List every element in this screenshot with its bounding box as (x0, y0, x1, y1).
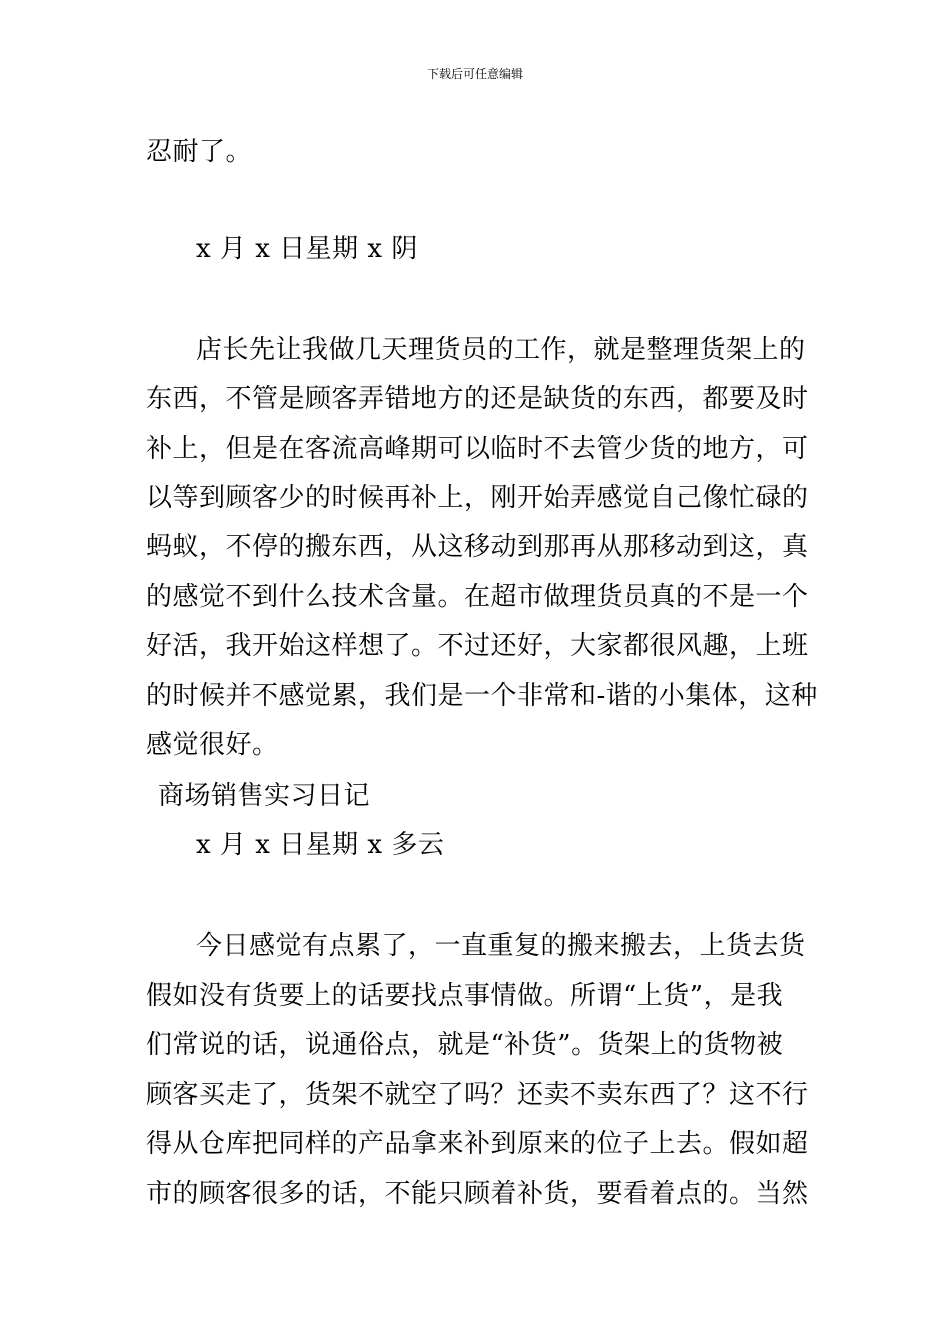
text-line: 补上，但是在客流高峰期可以临时不去管少货的地方，可 (146, 434, 809, 464)
text-line: 的感觉不到什么技术含量。在超市做理货员真的不是一个 (146, 582, 809, 612)
text-line: 好活，我开始这样想了。不过还好，大家都很风趣，上班 (146, 631, 809, 661)
diary-date: x 月 x 日星期 x 多云 (196, 830, 445, 860)
text-line: 假如没有货要上的话要找点事情做。所谓“上货”，是我 (146, 981, 784, 1011)
page-header: 下载后可任意编辑 (426, 67, 523, 81)
text-line: 的时候并不感觉累，我们是一个非常和-谐的小集体，这种 (146, 681, 818, 711)
text-line: 蚂蚁，不停的搬东西，从这移动到那再从那移动到这，真 (146, 532, 809, 562)
diary-date: x 月 x 日星期 x 阴 (196, 234, 418, 264)
text-line: 感觉很好。 (146, 730, 279, 760)
text-line: 今日感觉有点累了，一直重复的搬来搬去，上货去货 (196, 931, 806, 961)
text-line: 得从仓库把同样的产品拿来补到原来的位子上去。假如超 (146, 1129, 809, 1159)
text-line: 以等到顾客少的时候再补上，刚开始弄感觉自己像忙碌的 (146, 483, 809, 513)
text-line: 忍耐了。 (146, 137, 253, 167)
text-line: 市的顾客很多的话，不能只顾着补货，要看着点的。当然 (146, 1179, 809, 1209)
text-line: 顾客买走了，货架不就空了吗？还卖不卖东西了？这不行 (146, 1080, 809, 1110)
text-line: 店长先让我做几天理货员的工作，就是整理货架上的 (196, 335, 806, 365)
text-line: 们常说的话，说通俗点，就是“补货”。货架上的货物被 (146, 1030, 784, 1060)
section-heading: 商场销售实习日记 (158, 781, 371, 811)
text-line: 东西，不管是顾客弄错地方的还是缺货的东西，都要及时 (146, 384, 809, 414)
